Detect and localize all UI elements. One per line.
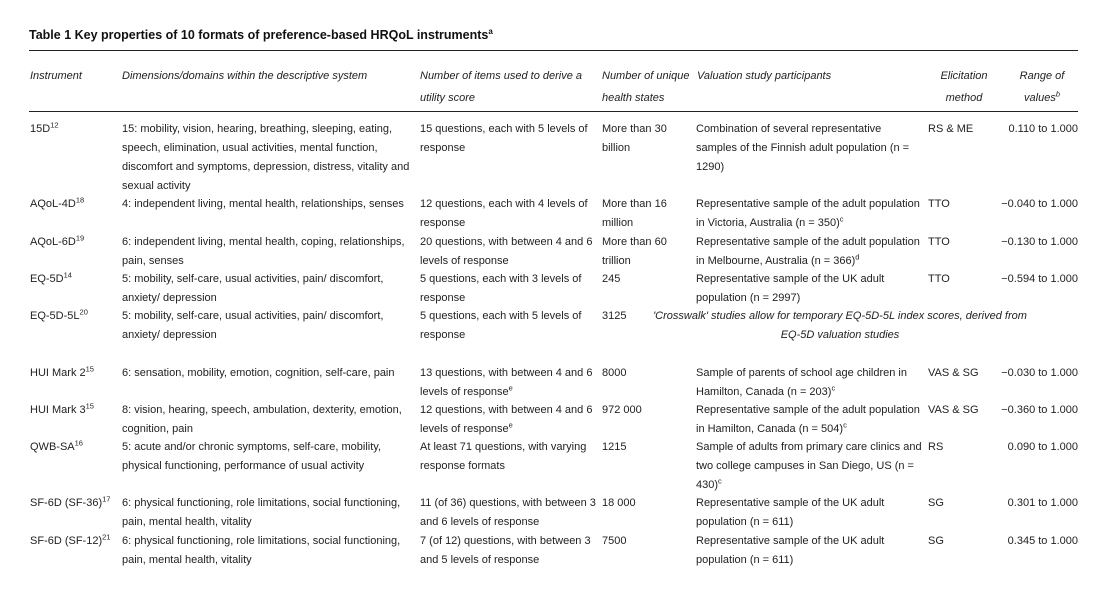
- footnote-marker: 14: [63, 270, 72, 280]
- health-states-cell: [602, 195, 694, 233]
- range-cell: [988, 438, 1078, 457]
- elicitation-method-cell: [928, 364, 988, 383]
- cell-text: −0.360 to 1.000: [1001, 404, 1078, 416]
- cell-text: −0.594 to 1.000: [1001, 273, 1078, 285]
- elicitation-method-cell: [928, 494, 988, 513]
- cell-text: 8: vision, hearing, speech, ambulation, dexterity, emotion, cognition, pain: [122, 404, 402, 435]
- dimensions-cell: [122, 195, 414, 214]
- cell-text: More than 60 trillion: [602, 236, 667, 267]
- cell-text: 12 questions, with between 4 and 6 levels of response: [420, 404, 593, 435]
- cell-text: HUI Mark 3: [30, 404, 86, 416]
- cell-text: Representative sample of the UK adult population (n = 611): [696, 497, 885, 528]
- dimensions-cell: [122, 233, 414, 271]
- range-cell: [988, 270, 1078, 289]
- cell-text: VAS & SG: [928, 404, 979, 416]
- items-cell: [420, 494, 600, 532]
- range-cell: [988, 532, 1078, 551]
- cell-text: Representative sample of the adult population in Melbourne, Australia (n = 366): [696, 236, 920, 267]
- instrument-cell: [30, 120, 120, 139]
- items-cell: [420, 307, 600, 345]
- header-bottom-rule: [29, 111, 1078, 112]
- footnote-marker: 15: [85, 364, 94, 374]
- footnote-marker: 21: [102, 532, 111, 542]
- cell-text: 7500: [602, 535, 627, 547]
- cell-text: RS & ME: [928, 123, 974, 135]
- instrument-cell: [30, 364, 120, 383]
- cell-text: 5 questions, each with 5 levels of response: [420, 310, 582, 341]
- dimensions-cell: [122, 438, 414, 476]
- cell-text: 0.345 to 1.000: [1007, 535, 1078, 547]
- items-cell: [420, 438, 600, 476]
- footnote-marker: c: [843, 420, 847, 430]
- participants-cell: [696, 364, 924, 402]
- dimensions-cell: [122, 532, 414, 570]
- cell-text: 1215: [602, 441, 627, 453]
- crosswalk-note: 'Crosswalk' studies allow for temporary EQ-5D-5L index scores, derived from EQ-5D valuation studies: [653, 310, 1027, 341]
- cell-text: 4: independent living, mental health, relationships, senses: [122, 198, 404, 210]
- cell-text: RS: [928, 441, 944, 453]
- instrument-cell: [30, 494, 120, 513]
- cell-text: More than 16 million: [602, 198, 667, 229]
- cell-text: 245: [602, 273, 621, 285]
- cell-text: 972 000: [602, 404, 642, 416]
- elicitation-method-cell: [928, 532, 988, 551]
- cell-text: QWB-SA: [30, 441, 75, 453]
- range-cell: [988, 494, 1078, 513]
- header-dimensions: Dimensions/domains within the descriptive system: [122, 70, 368, 82]
- instrument-cell: [30, 233, 120, 252]
- footnote-marker: c: [718, 476, 722, 486]
- dimensions-cell: [122, 270, 414, 308]
- cell-text: 5: mobility, self-care, usual activities, pain/ discomfort, anxiety/ depression: [122, 310, 384, 341]
- cell-text: SF-6D (SF-12): [30, 535, 103, 547]
- footnote-marker: c: [831, 383, 836, 393]
- header-health-states: Number of unique health states: [602, 70, 690, 104]
- range-cell: [988, 195, 1078, 214]
- health-states-cell: [602, 494, 694, 513]
- elicitation-method-cell: [928, 120, 988, 139]
- instrument-cell: [30, 195, 120, 214]
- cell-text: −0.130 to 1.000: [1001, 236, 1078, 248]
- cell-text: 5: acute and/or chronic symptoms, self-care, mobility, physical functioning, performance of usual activity: [122, 441, 382, 472]
- cell-text: HUI Mark 2: [30, 367, 86, 379]
- cell-text: SF-6D (SF-36): [30, 497, 103, 509]
- items-cell: [420, 233, 600, 271]
- cell-text: Combination of several representative samples of the Finnish adult population (n = 1290): [696, 123, 910, 173]
- cell-text: 6: physical functioning, role limitations, social functioning, pain, mental health, vitality: [122, 535, 401, 566]
- cell-text: TTO: [928, 236, 950, 248]
- cell-text: 15: mobility, vision, hearing, breathing, sleeping, eating, speech, elimination, usual activities, mental function, discomfort and symptoms, depression, distress, vitality and sexual activity: [122, 123, 410, 192]
- cell-text: 13 questions, with between 4 and 6 levels of response: [420, 367, 593, 398]
- cell-text: 15 questions, each with 5 levels of response: [420, 123, 588, 154]
- range-cell: [988, 233, 1078, 252]
- cell-text: At least 71 questions, with varying response formats: [420, 441, 587, 472]
- footnote-marker: 15: [85, 401, 94, 411]
- cell-text: SG: [928, 535, 944, 547]
- participants-cell: [696, 120, 924, 177]
- participants-cell: [696, 532, 924, 570]
- dimensions-cell: [122, 494, 414, 532]
- cell-text: EQ-5D-5L: [30, 310, 80, 322]
- cell-text: 6: independent living, mental health, coping, relationships, pain, senses: [122, 236, 405, 267]
- participants-cell: [696, 494, 924, 532]
- cell-text: 15D: [30, 123, 51, 135]
- health-states-cell: [602, 438, 694, 457]
- cell-text: SG: [928, 497, 944, 509]
- range-cell: [988, 364, 1078, 383]
- items-cell: [420, 532, 600, 570]
- instrument-cell: [30, 401, 120, 420]
- elicitation-method-cell: [928, 270, 988, 289]
- cell-text: Sample of parents of school age children in Hamilton, Canada (n = 203): [696, 367, 907, 398]
- elicitation-method-cell: [928, 233, 988, 252]
- footnote-marker: d: [855, 252, 860, 262]
- footnote-marker: 19: [75, 233, 85, 243]
- cell-text: More than 30 billion: [602, 123, 667, 154]
- instrument-cell: [30, 532, 120, 551]
- elicitation-method-cell: [928, 401, 988, 420]
- health-states-cell: [602, 270, 694, 289]
- cell-text: 20 questions, with between 4 and 6 levels of response: [420, 236, 593, 267]
- participants-cell: [696, 233, 924, 271]
- footnote-marker: e: [508, 420, 513, 430]
- cell-text: Representative sample of the adult population in Hamilton, Canada (n = 504): [696, 404, 920, 435]
- cell-text: Representative sample of the adult population in Victoria, Australia (n = 350): [696, 198, 920, 229]
- dimensions-cell: [122, 401, 414, 439]
- health-states-cell: [602, 120, 694, 158]
- header-participants: Valuation study participants: [697, 70, 832, 82]
- items-cell: [420, 364, 600, 402]
- cell-text: 12 questions, each with 4 levels of response: [420, 198, 588, 229]
- header-items: Number of items used to derive a utility score: [420, 70, 583, 104]
- cell-text: 0.110 to 1.000: [1008, 123, 1078, 135]
- items-cell: [420, 270, 600, 308]
- cell-text: 11 (of 36) questions, with between 3 and 6 levels of response: [420, 497, 596, 528]
- elicitation-method-cell: [928, 438, 988, 457]
- cell-text: EQ-5D: [30, 273, 64, 285]
- dimensions-cell: [122, 120, 414, 196]
- instrument-cell: [30, 438, 120, 457]
- cell-text: 5 questions, each with 3 levels of response: [420, 273, 582, 304]
- participants-cell: [696, 438, 924, 495]
- cell-text: TTO: [928, 198, 950, 210]
- header-instrument: Instrument: [30, 70, 82, 82]
- range-cell: [988, 120, 1078, 139]
- instrument-cell: [30, 307, 120, 326]
- cell-text: Sample of adults from primary care clinics and two college campuses in San Diego, US (n = 430): [696, 441, 922, 491]
- health-states-cell: [602, 233, 694, 271]
- cell-text: 8000: [602, 367, 627, 379]
- cell-text: 18 000: [602, 497, 636, 509]
- table-title: Table 1 Key properties of 10 formats of preference-based HRQoL instruments$^a$: [29, 27, 493, 43]
- participants-cell: [696, 270, 924, 308]
- dimensions-cell: [122, 307, 414, 345]
- footnote-marker: 20: [79, 307, 88, 317]
- cell-text: −0.040 to 1.000: [1001, 198, 1078, 210]
- cell-text: 0.090 to 1.000: [1007, 441, 1078, 453]
- cell-text: 6: physical functioning, role limitations, social functioning, pain, mental health, vitality: [122, 497, 401, 528]
- health-states-cell: [602, 364, 694, 383]
- health-states-cell: [602, 532, 694, 551]
- cell-text: 3125: [602, 310, 627, 322]
- range-cell: [988, 401, 1078, 420]
- instrument-cell: [30, 270, 120, 289]
- cell-text: 5: mobility, self-care, usual activities, pain/ discomfort, anxiety/ depression: [122, 273, 384, 304]
- health-states-cell: [602, 401, 694, 420]
- title-footnote-marker: a: [488, 27, 493, 36]
- footnote-marker: c: [839, 214, 844, 224]
- participants-cell: [696, 401, 924, 439]
- cell-text: TTO: [928, 273, 950, 285]
- cell-text: −0.030 to 1.000: [1001, 367, 1078, 379]
- items-cell: [420, 195, 600, 233]
- cell-text: VAS & SG: [928, 367, 979, 379]
- items-cell: [420, 401, 600, 439]
- header-range-of-values: Range of values$^b$: [1019, 70, 1065, 104]
- cell-text: Representative sample of the UK adult population (n = 2997): [696, 273, 885, 304]
- dimensions-cell: [122, 364, 414, 383]
- table-top-rule: [29, 50, 1078, 51]
- header-elicitation-method: Elicitation method: [940, 70, 988, 104]
- cell-text: 6: sensation, mobility, emotion, cognition, self-care, pain: [122, 367, 395, 379]
- footnote-marker: e: [508, 383, 513, 393]
- footnote-marker: 16: [74, 438, 83, 448]
- elicitation-method-cell: [928, 195, 988, 214]
- items-cell: [420, 120, 600, 158]
- cell-text: Representative sample of the UK adult population (n = 611): [696, 535, 885, 566]
- cell-text: 7 (of 12) questions, with between 3 and 5 levels of response: [420, 535, 591, 566]
- cell-text: AQoL-6D: [30, 236, 76, 248]
- footnote-marker: 17: [102, 494, 111, 504]
- footnote-marker: 18: [75, 195, 85, 205]
- participants-cell: [696, 195, 924, 233]
- cell-text: AQoL-4D: [30, 198, 76, 210]
- cell-text: 0.301 to 1.000: [1007, 497, 1078, 509]
- footnote-marker: 12: [50, 120, 59, 130]
